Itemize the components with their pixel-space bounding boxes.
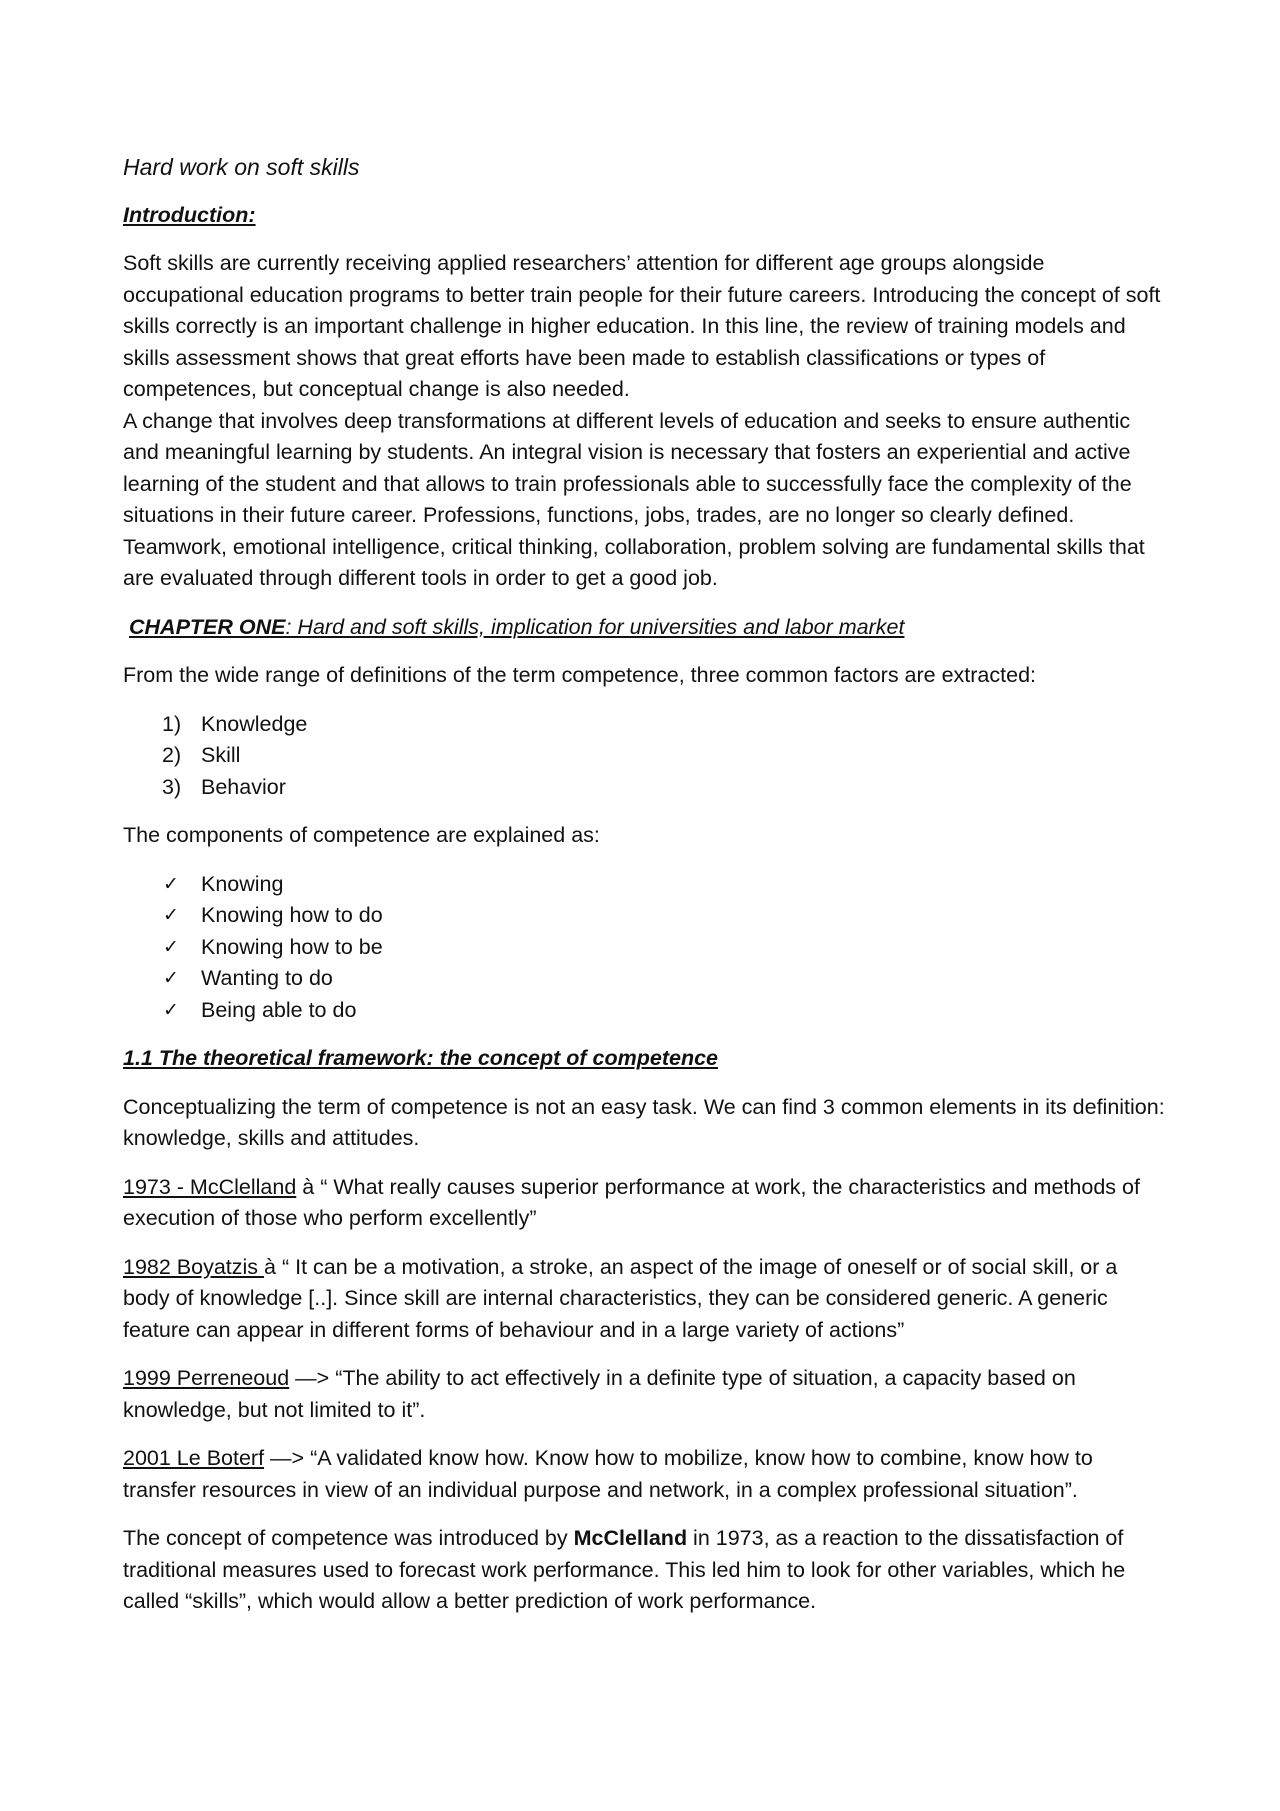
definition-text: “A validated know how. Know how to mobilize, know how to combine, know how to transfer resources in view of an individual purpose and network, in a complex professional situation”. [123,1446,1093,1502]
definition-source: 1999 Perreneoud [123,1366,290,1390]
closing-text-start: The concept of competence was introduced by [123,1526,574,1550]
introduction-body [123,248,1168,595]
factors-list [123,709,1168,804]
chapter-label: CHAPTER ONE [129,614,286,639]
chapter-title: : Hard and soft skills, implication for universities and labor market [285,614,905,639]
list-item-text: Knowledge [201,711,308,736]
checkmark-icon: ✓ [163,872,179,895]
list-item-text: Skill [201,743,241,767]
checkmark-icon: ✓ [163,998,179,1021]
definition-text: “ What really causes superior performance at work, the characteristics and methods of execution of those who perform excellently” [123,1174,1140,1230]
document-title: Hard work on soft skills [123,154,360,180]
arrow-icon: à [296,1174,321,1199]
list-item-text: Wanting to do [201,966,333,990]
components-list [123,869,1168,1027]
list-item-text: Being able to do [201,997,357,1022]
list-item-text: Knowing [201,871,284,896]
definition-perrenoud [123,1363,1168,1426]
list-number: 1) [162,711,182,736]
introduction-paragraph-2: A change that involves deep transformations at different levels of education and seeks to ensure authentic and meaningful learning by students. An integral vision is necessary that fosters an experiential and active learning of the student and that allows to train professionals able to successfully face the complexity of the situations in their future career. Professions, functions, jobs, trades, are no longer so clearly defined. Teamwork, emotional intelligence, critical thinking, collaboration, problem solving are fundamental skills that are evaluated through different tools in order to get a good job. [123,408,1145,590]
list-item-text: Knowing how to do [201,903,383,927]
list-number: 2) [162,743,182,767]
definition-le-boterf [123,1443,1168,1506]
arrow-icon: —> [289,1366,336,1390]
components-intro: The components of competence are explained as: [123,823,600,847]
list-item-text: Behavior [201,774,286,799]
factors-intro: From the wide range of definitions of the term competence, three common factors are extracted: [123,663,1036,687]
document-page [123,152,1168,1635]
arrow-icon: —> [264,1446,311,1470]
definition-boyatzis [123,1252,1168,1347]
list-item [123,932,1168,964]
checkmark-icon: ✓ [163,935,179,958]
list-item [123,709,1168,741]
definition-source: 2001 Le Boterf [123,1446,265,1470]
chapter-one-heading [129,612,1168,644]
section-1-1-heading: 1.1 The theoretical framework: the concept of competence [123,1046,718,1070]
definition-mcclelland [123,1172,1168,1235]
closing-author: McClelland [573,1526,688,1550]
definition-text: “ It can be a motivation, a stroke, an aspect of the image of oneself or of social skill, or a body of knowledge [..]. Since skill are internal characteristics, they can be considered generic. A generic feature can appear in different forms of behaviour and in a large variety of actions” [123,1254,1118,1342]
list-item [123,772,1168,804]
definition-source: 1973 - McClelland [123,1174,297,1199]
closing-paragraph [123,1523,1168,1618]
introduction-heading: Introduction: [123,202,256,227]
list-number: 3) [162,774,182,799]
arrow-icon: à [264,1254,282,1279]
list-item [123,740,1168,772]
list-item [123,963,1168,995]
section-1-1-paragraph: Conceptualizing the term of competence is not an easy task. We can find 3 common elements in its definition: knowledge, skills and attitudes. [123,1094,1165,1150]
list-item-text: Knowing how to be [201,934,383,959]
list-item [123,995,1168,1027]
list-item [123,900,1168,932]
definition-text: “The ability to act effectively in a definite type of situation, a capacity based on knowledge, but not limited to it”. [123,1366,1076,1422]
definition-source: 1982 Boyatzis [123,1254,265,1279]
closing-text-end: in 1973, as a reaction to the dissatisfaction of traditional measures used to forecast work performance. This led him to look for other variables, which he called “skills”, which would allow a better prediction of work performance. [123,1526,1126,1613]
checkmark-icon: ✓ [163,904,179,926]
checkmark-icon: ✓ [163,967,179,989]
introduction-paragraph-1: Soft skills are currently receiving applied researchers’ attention for different age groups alongside occupational education programs to better train people for their future careers. Introducing the concept of soft skills correctly is an important challenge in higher education. In this line, the review of training models and skills assessment shows that great efforts have been made to establish classifications or types of competences, but conceptual change is also needed. [123,251,1161,401]
list-item [123,869,1168,901]
